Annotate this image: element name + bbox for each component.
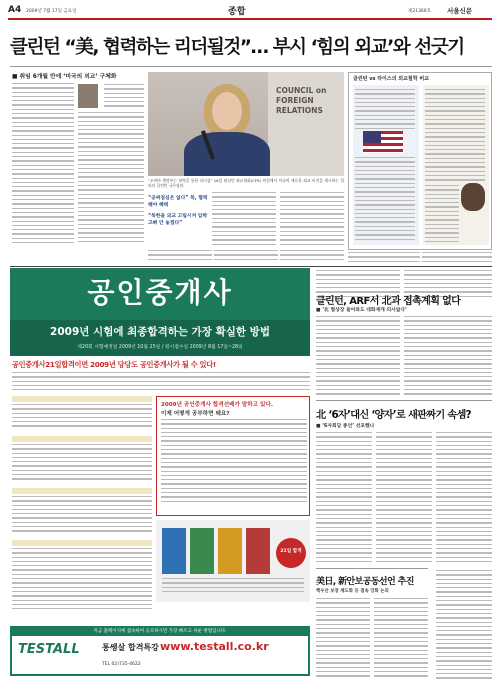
story2-body-col2 [376,432,432,564]
story2-kicker: ■ ‘6자회담 종언’ 선포했나 [316,424,375,429]
lead-continuation-5 [422,252,492,264]
speaker-face [212,92,242,130]
lead-continuation-2 [214,250,278,264]
comparison-title: 클린턴 vs 라이스의 외교철학 비교 [353,76,429,82]
ad-schedule: 제20회 시험예정일 2009년 10월 25일 / 원서접수일 2009년 8월 17일~28일 [77,345,243,350]
lead-body-col2 [78,112,144,242]
headline-rule [10,66,492,67]
story3-body-col2 [374,598,428,680]
lead-headline: 클린턴 “美, 협력하는 리더될것”… 부시 ‘힘의 외교’와 선긋기 [10,37,464,58]
story3-body-col1 [316,598,370,680]
ad-list-header-4 [12,540,152,546]
photo-backdrop-text: COUNCIL on FOREIGN RELATIONS [276,86,327,115]
pull-quote-1: “공짜점심은 없다” 북, 협력해야 혜택 [148,196,208,208]
story2-continuation [436,570,492,680]
story2-body-col1 [316,432,372,564]
ad-list-header-3 [12,488,152,494]
lead-body-col2b [104,84,144,110]
lead-photo-caption: “오바마 행정부는 협력을 통한 리더십” 16일 워싱턴 외교협회(CFR) 연설에서 미국의 새로운 외교 비전을 제시하는 힐러리 클린턴 국무장관. [148,178,344,188]
story2-body-col3 [436,432,492,564]
ad-subbanner [10,320,310,356]
ad-brand-logo: TESTALL [18,642,80,657]
comparison-box [348,72,492,250]
ad-subtitle: 2009년 시험에 최종합격하는 가장 확실한 방법 [50,326,270,338]
page-number: A4 [8,5,22,15]
book-1 [162,528,186,574]
story3-kicker: 핵우산 보장 제도화 등 결속 강화 논의 [316,589,389,594]
lead-kicker: ■ 취임 6개월 만에 ‘미국의 외교’ 구체화 [12,74,117,80]
story2-headline: 北 ‘6자’대신 ‘양자’로 새판짜기 속셈? [316,410,471,421]
book-4 [246,528,270,574]
story1-rule [316,400,492,401]
paper-name: 서울신문 [447,7,473,15]
masthead-rule [8,18,492,20]
pull-quote-2: “북한을 외교 고립시켜 압박 고삐 안 놓겠다” [148,214,208,226]
ad-url-link[interactable]: www.testall.co.kr [160,640,269,653]
ad-book-kit [156,520,310,602]
ad-section-title: 공인중개사21일합격이면 2009년 당당도 공인중개사가 될 수 있다! [12,360,216,369]
book-2 [190,528,214,574]
ad-feature-list [12,396,152,624]
story3-headline: 美日, 新안보공동선언 추진 [316,577,414,587]
ad-site-label: 통쌩살 합격특강 [102,643,159,652]
comparison-text-left2 [355,157,415,241]
comparison-text-right2 [425,185,459,243]
book-3 [218,528,242,574]
kit-text [162,578,304,598]
kit-badge-label: 21일 합격 [280,549,302,554]
lead-continuation-4 [348,252,420,264]
ad-list-text-3 [12,496,152,536]
lead-photo [148,72,344,176]
ad-box-text [161,419,307,513]
ad-title: 공인중개사 [87,276,233,309]
story1-body-col1 [316,316,400,396]
lead-body-col1 [12,83,74,243]
text-lines [12,83,74,243]
reporter-photo [78,84,98,108]
ad-box-title: 2009년 공인중개사 합격선배가 말하고 있다. [161,402,273,408]
story2-rule [316,568,428,569]
lead-continuation-1 [148,250,212,264]
ad-box-subtitle: 이제 어떻게 공부하면 돼요? [161,411,230,417]
lead-continuation-3 [280,250,344,264]
ad-list-header-2 [12,436,152,442]
ad-intro-text [12,372,310,394]
lead-body-col3 [212,192,276,248]
comparison-text-left [355,89,415,129]
ad-banner [10,268,310,320]
ad-testimonial-box [156,396,310,516]
comparison-text-right [425,89,485,181]
ad-list-text-1 [12,404,152,432]
ad-footer-line: 지금 홈페이지에 접속하여 응모하시면 가장 빠르고 쉬운 방법입니다. [93,629,227,634]
story1-kicker: ■ ‘北 협상장 들어와도 대화재개 의사없다’ [316,308,407,313]
ad-list-text-4 [12,548,152,620]
us-flag-icon [363,131,403,153]
ad-footer [10,626,310,676]
edition-number: 제21366호 [408,9,432,14]
story1-headline: 클린턴, ARF서 北과 접촉계획 없다 [316,296,461,307]
rice-portrait [461,183,485,211]
section-title: 종합 [228,7,246,17]
story1-body-col2 [404,316,492,396]
speaker-body [184,132,270,176]
issue-date: 2009년 7월 17일 금요일 [26,9,77,14]
ad-phone: TEL 02)735-4622 [102,662,141,667]
ad-list-text-2 [12,444,152,484]
lead-bottom-rule [10,266,492,267]
ad-list-header-1 [12,396,152,402]
lead-body-col4 [280,192,344,248]
